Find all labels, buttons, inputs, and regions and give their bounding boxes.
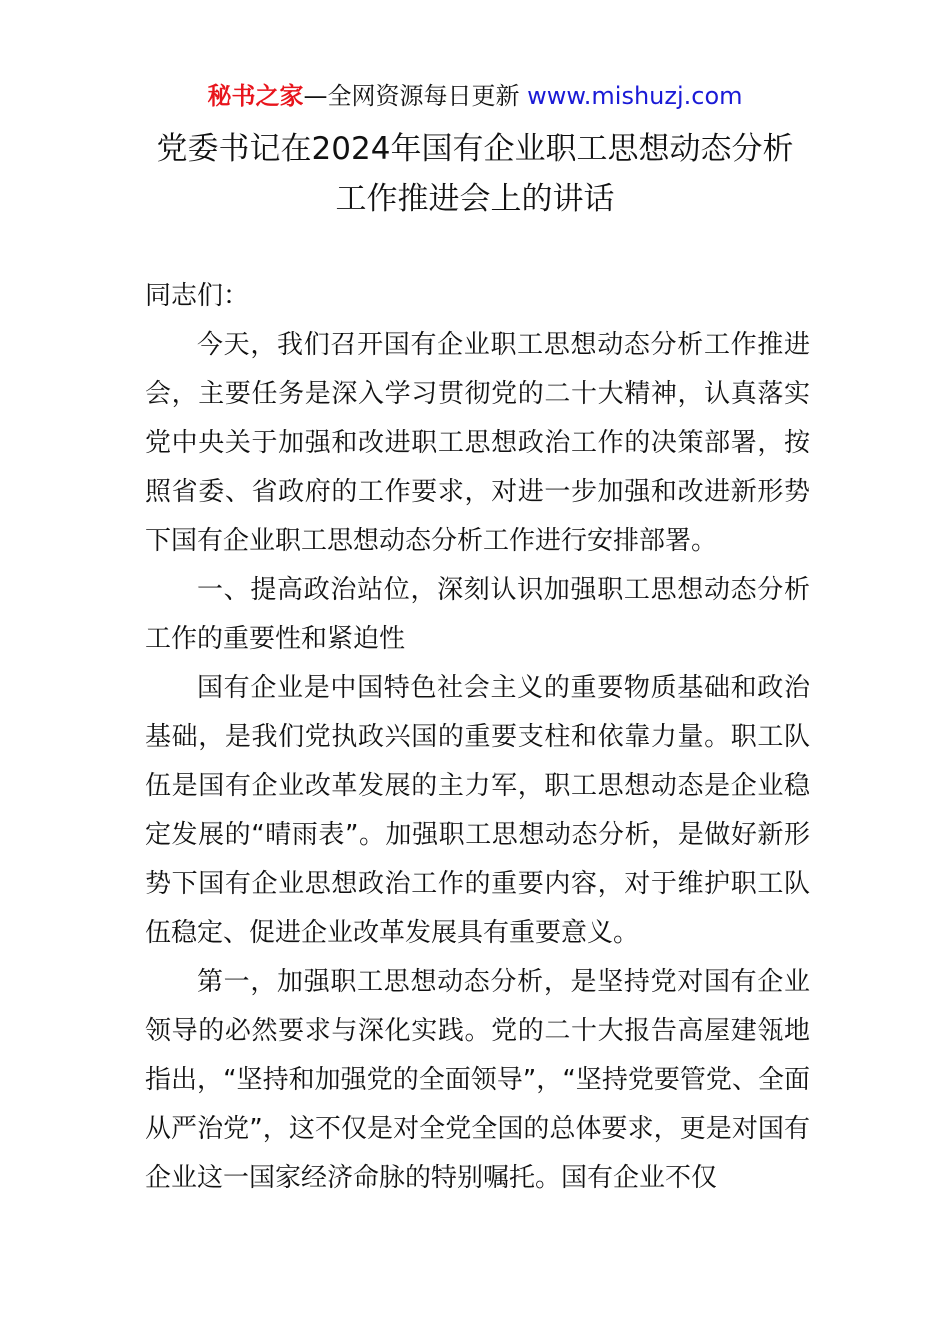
title-line-1: 党委书记在2024年国有企业职工思想动态分析 <box>156 131 794 167</box>
document-body <box>145 272 810 1203</box>
salutation: 同志们： <box>145 281 250 311</box>
brand-name: 秘书之家 <box>207 82 304 110</box>
section-heading: 一、提高政治站位，深刻认识加强职工思想动态分析工作的重要性和紧迫性 <box>145 575 810 654</box>
paragraph-background: 国有企业是中国特色社会主义的重要物质基础和政治基础，是我们党执政兴国的重要支柱和依靠力量。职工队伍是国有企业改革发展的主力军，职工思想动态是企业稳定发展的“晴雨表”。加强职工思想动态分析，是做好新形势下国有企业思想政治工作的重要内容，对于维护职工队伍稳定、促进企业改革发展具有重要意义。 <box>145 673 810 948</box>
site-url-link[interactable]: www.mishuzj.com <box>527 82 743 110</box>
title-line-2: 工作推进会上的讲话 <box>335 181 615 217</box>
document-title <box>0 124 950 224</box>
header-tagline: —全网资源每日更新 <box>303 82 528 110</box>
paragraph-intro: 今天，我们召开国有企业职工思想动态分析工作推进会，主要任务是深入学习贯彻党的二十大精神，认真落实党中央关于加强和改进职工思想政治工作的决策部署，按照省委、省政府的工作要求，对进一步加强和改进新形势下国有企业职工思想动态分析工作进行安排部署。 <box>145 330 810 556</box>
paragraph-first-point: 第一，加强职工思想动态分析，是坚持党对国有企业领导的必然要求与深化实践。党的二十大报告高屋建瓴地指出，“坚持和加强党的全面领导”，“坚持党要管党、全面从严治党”，这不仅是对全党全国的总体要求，更是对国有企业这一国家经济命脉的特别嘱托。国有企业不仅 <box>145 967 810 1193</box>
site-header <box>0 80 950 112</box>
